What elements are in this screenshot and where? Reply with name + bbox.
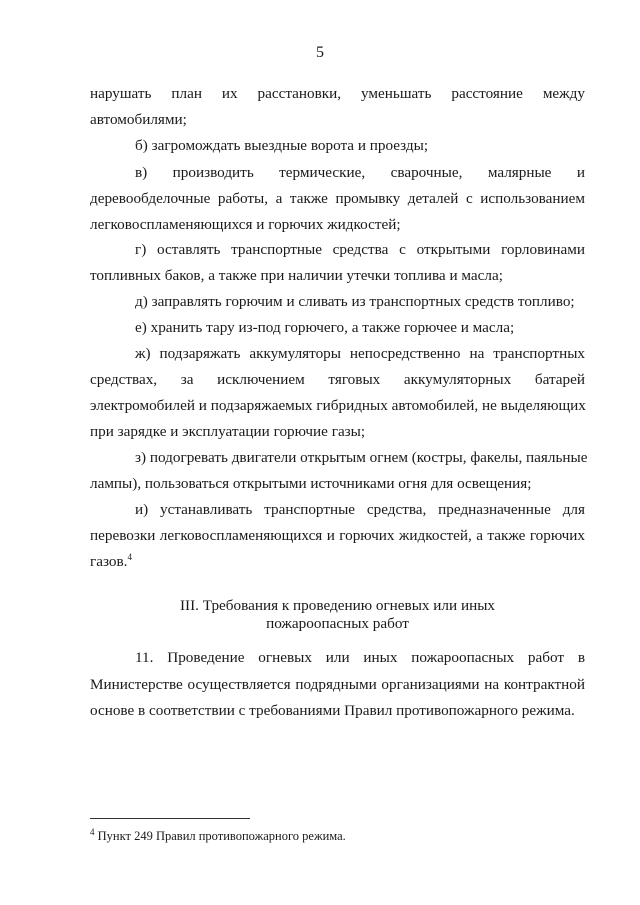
footnote-divider bbox=[90, 818, 250, 819]
text-line: легковоспламеняющихся и горючих жидкостей; bbox=[90, 216, 401, 233]
text-line: при зарядке и эксплуатации горючие газы; bbox=[90, 423, 366, 440]
list-item-b: б) загромождать выездные ворота и проезды; bbox=[135, 137, 429, 154]
text-line: автомобилями; bbox=[90, 111, 187, 128]
footnote-text: Пункт 249 Правил противопожарного режима. bbox=[94, 829, 346, 843]
footnote-marker: 4 bbox=[90, 826, 95, 837]
list-item-e: е) хранить тару из-под горючего, а также горючее и масла; bbox=[135, 319, 515, 336]
text-line: электромобилей и подзаряжаемых гибридных автомобилей, не выделяющих bbox=[90, 397, 586, 414]
section-heading-line-2: пожароопасных работ bbox=[266, 615, 409, 632]
paragraph-11-line: 11. Проведение огневых или иных пожароопасных работ в bbox=[135, 649, 585, 666]
text-line bbox=[90, 552, 585, 572]
list-item-v: в) производить термические, сварочные, малярные и bbox=[135, 164, 585, 181]
section-heading-line-1: III. Требования к проведению огневых или иных bbox=[180, 597, 495, 614]
list-item-d: д) заправлять горючим и сливать из транспортных средств топливо; bbox=[135, 293, 575, 310]
text-line: Министерстве осуществляется подрядными организациями на контрактной bbox=[90, 676, 585, 693]
text-line: нарушать план их расстановки, уменьшать расстояние между bbox=[90, 85, 585, 102]
list-item-zh: ж) подзаряжать аккумуляторы непосредственно на транспортных bbox=[135, 345, 585, 362]
page-number: 5 bbox=[316, 44, 324, 61]
text-line: перевозки легковоспламеняющихся и горючих жидкостей, а также горючих bbox=[90, 527, 585, 544]
footnote-ref: 4 bbox=[127, 551, 132, 562]
text-fragment: газов. bbox=[90, 553, 128, 570]
text-line: топливных баков, а также при наличии утечки топлива и масла; bbox=[90, 267, 503, 284]
text-line: основе в соответствии с требованиями Правил противопожарного режима. bbox=[90, 702, 575, 719]
list-item-z: з) подогревать двигатели открытым огнем (костры, факелы, паяльные bbox=[135, 449, 588, 466]
list-item-i: и) устанавливать транспортные средства, предназначенные для bbox=[135, 501, 585, 518]
text-line: лампы), пользоваться открытыми источниками огня для освещения; bbox=[90, 475, 532, 492]
text-line: средствах, за исключением тяговых аккумуляторных батарей bbox=[90, 371, 585, 388]
list-item-g: г) оставлять транспортные средства с открытыми горловинами bbox=[135, 241, 585, 258]
footnote bbox=[90, 828, 346, 844]
text-line: деревообделочные работы, а также промывку деталей с использованием bbox=[90, 190, 585, 207]
